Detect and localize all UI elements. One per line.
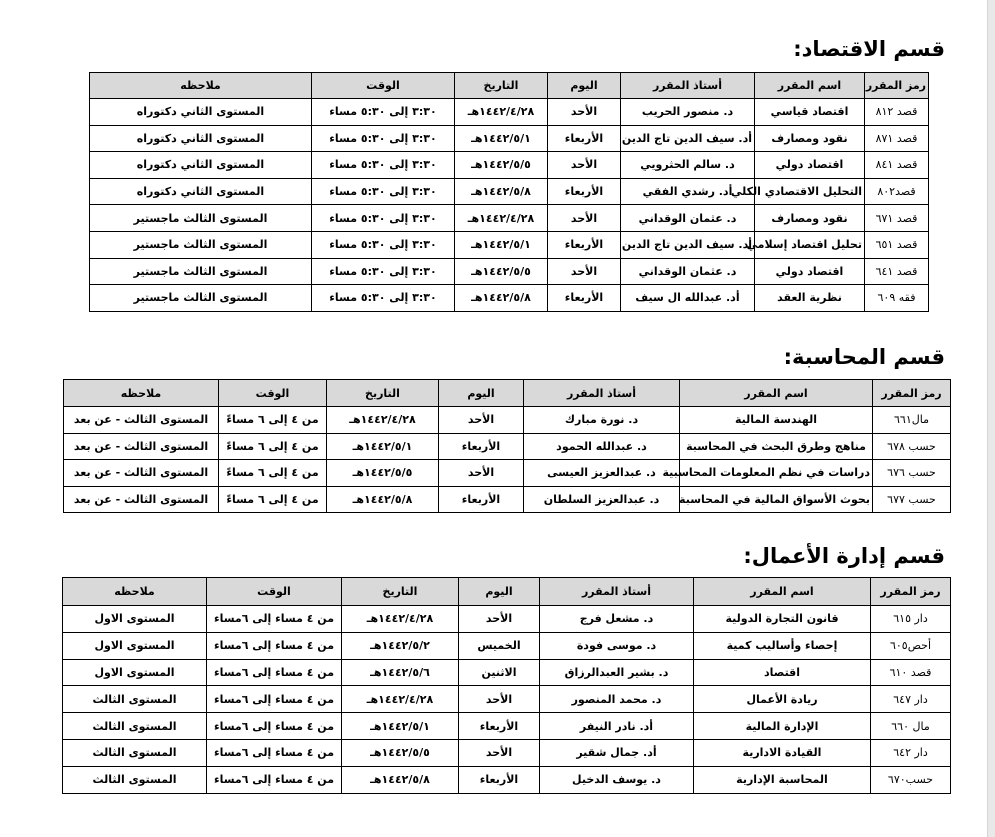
cell-time: من ٤ مساء إلى ٦مساء [207,766,342,793]
cell-course-name: نظرية العقد [755,285,865,312]
cell-note: المستوى الثالث - عن بعد [64,486,219,513]
table-row [90,125,929,152]
cell-instructor: أد. سيف الدين تاج الدين [621,125,755,152]
cell-time: ٣:٣٠ إلى ٥:٣٠ مساء [312,205,455,232]
cell-time: ٣:٣٠ إلى ٥:٣٠ مساء [312,178,455,205]
table-row [90,231,929,258]
cell-day: الأحد [548,205,621,232]
cell-time: من ٤ مساء إلى ٦مساء [207,606,342,633]
cell-day: الأحد [548,152,621,179]
cell-instructor: أد. نادر النيفر [540,713,694,740]
cell-time: ٣:٣٠ إلى ٥:٣٠ مساء [312,231,455,258]
cell-course-code: حسب ٦٧٧ [873,486,951,513]
cell-note: المستوى الثالث [63,766,207,793]
cell-time: من ٤ مساء إلى ٦مساء [207,739,342,766]
cell-instructor: د. نورة مبارك [524,407,680,434]
table-row [63,659,951,686]
cell-day: الأربعاء [548,178,621,205]
cell-note: المستوى الثالث ماجستير [90,205,312,232]
table-header-row [63,578,951,606]
cell-course-name: الهندسة المالية [680,407,873,434]
column-header-date: التاريخ [342,578,459,606]
economics-schedule-table [89,72,929,312]
table-row [64,486,951,513]
business-admin-section-title: قسم إدارة الأعمال: [743,544,945,568]
cell-time: ٣:٣٠ إلى ٥:٣٠ مساء [312,99,455,126]
column-header-course-code: رمز المقرر [871,578,951,606]
table-header-row [64,380,951,407]
cell-note: المستوى الاول [63,606,207,633]
business-admin-schedule-table [62,577,951,794]
cell-date: ١٤٤٢/٤/٢٨هـ [342,686,459,713]
cell-date: ١٤٤٢/٥/٥هـ [327,460,439,487]
table-row [63,632,951,659]
cell-course-code: قصد٨٠٢ [865,178,929,205]
cell-instructor: د. بشير العبدالرزاق [540,659,694,686]
cell-course-name: اقتصاد قياسي [755,99,865,126]
cell-note: المستوى الثالث [63,713,207,740]
cell-note: المستوى الثالث [63,686,207,713]
column-header-day: اليوم [459,578,540,606]
cell-instructor: أد. سيف الدين تاج الدين [621,231,755,258]
cell-day: الأربعاء [459,713,540,740]
cell-date: ١٤٤٢/٥/٨هـ [327,486,439,513]
cell-time: ٣:٣٠ إلى ٥:٣٠ مساء [312,152,455,179]
column-header-time: الوقت [219,380,327,407]
cell-date: ١٤٤٢/٥/١هـ [455,125,548,152]
cell-course-code: قصد ٦١٠ [871,659,951,686]
cell-day: الأربعاء [439,486,524,513]
cell-course-code: دار ٦٤٧ [871,686,951,713]
cell-course-name: التحليل الاقتصادي الكلي [755,178,865,205]
cell-course-code: قصد ٨٤١ [865,152,929,179]
cell-instructor: د. عثمان الوقداني [621,205,755,232]
accounting-section-title: قسم المحاسبة: [783,345,945,369]
cell-course-name: نقود ومصارف [755,125,865,152]
cell-day: الأحد [459,739,540,766]
cell-instructor: أد. رشدي الفقي [621,178,755,205]
cell-course-name: اقتصاد دولي [755,258,865,285]
column-header-course-name: اسم المقرر [755,73,865,99]
column-header-instructor: أستاذ المقرر [540,578,694,606]
cell-note: المستوى الثالث ماجستير [90,231,312,258]
page-right-edge [987,0,995,837]
cell-day: الأربعاء [548,125,621,152]
cell-time: من ٤ إلى ٦ مساءً [219,407,327,434]
column-header-note: ملاحظه [64,380,219,407]
cell-instructor: د. عبدالعزيز السلطان [524,486,680,513]
cell-course-name: اقتصاد دولي [755,152,865,179]
column-header-day: اليوم [439,380,524,407]
table-row [90,152,929,179]
cell-date: ١٤٤٢/٥/١هـ [455,231,548,258]
cell-course-name: تحليل اقتصاد إسلامي [755,231,865,258]
cell-day: الأربعاء [548,231,621,258]
cell-course-name: القيادة الادارية [694,739,871,766]
cell-note: المستوى الاول [63,659,207,686]
cell-date: ١٤٤٢/٥/٥هـ [455,152,548,179]
cell-note: المستوى الاول [63,632,207,659]
column-header-course-code: رمز المقرر [865,73,929,99]
cell-day: الأحد [459,686,540,713]
cell-course-code: حسب ٦٧٦ [873,460,951,487]
cell-note: المستوى الثالث ماجستير [90,285,312,312]
column-header-date: التاريخ [327,380,439,407]
cell-course-name: ريادة الأعمال [694,686,871,713]
table-row [63,713,951,740]
column-header-course-code: رمز المقرر [873,380,951,407]
column-header-course-name: اسم المقرر [694,578,871,606]
column-header-time: الوقت [207,578,342,606]
cell-date: ١٤٤٢/٥/١هـ [342,713,459,740]
cell-date: ١٤٤٢/٤/٢٨هـ [327,407,439,434]
cell-date: ١٤٤٢/٥/١هـ [327,433,439,460]
cell-course-code: قصد ٦٧١ [865,205,929,232]
table-row [90,285,929,312]
cell-note: المستوى الثالث - عن بعد [64,433,219,460]
cell-instructor: د. يوسف الدخيل [540,766,694,793]
cell-time: من ٤ مساء إلى ٦مساء [207,632,342,659]
cell-date: ١٤٤٢/٥/٨هـ [342,766,459,793]
cell-course-code: فقه ٦٠٩ [865,285,929,312]
cell-instructor: د. مشعل فرج [540,606,694,633]
cell-course-name: بحوث الأسواق المالية في المحاسبة [680,486,873,513]
column-header-time: الوقت [312,73,455,99]
cell-course-code: أحص٦٠٥ [871,632,951,659]
cell-date: ١٤٤٢/٥/٦هـ [342,659,459,686]
cell-course-code: قصد ٨٧١ [865,125,929,152]
cell-course-name: قانون التجارة الدولية [694,606,871,633]
cell-course-code: قصد ٦٥١ [865,231,929,258]
cell-time: من ٤ مساء إلى ٦مساء [207,659,342,686]
cell-date: ١٤٤٢/٥/٨هـ [455,178,548,205]
cell-note: المستوى الثاني دكتوراه [90,178,312,205]
column-header-course-name: اسم المقرر [680,380,873,407]
cell-time: من ٤ مساء إلى ٦مساء [207,713,342,740]
cell-instructor: د. سالم الحثرويي [621,152,755,179]
cell-instructor: د. عثمان الوقداني [621,258,755,285]
cell-course-code: دار ٦٤٢ [871,739,951,766]
cell-note: المستوى الثاني دكتوراه [90,99,312,126]
cell-course-name: نقود ومصارف [755,205,865,232]
cell-instructor: أد. جمال شقير [540,739,694,766]
cell-date: ١٤٤٢/٤/٢٨هـ [455,205,548,232]
economics-section-title: قسم الاقتصاد: [793,37,945,61]
column-header-note: ملاحظه [63,578,207,606]
column-header-day: اليوم [548,73,621,99]
cell-note: المستوى الثاني دكتوراه [90,152,312,179]
cell-time: ٣:٣٠ إلى ٥:٣٠ مساء [312,285,455,312]
cell-course-name: إحصاء وأساليب كمية [694,632,871,659]
cell-time: ٣:٣٠ إلى ٥:٣٠ مساء [312,258,455,285]
cell-instructor: د. عبدالعزيز العيسى [524,460,680,487]
cell-date: ١٤٤٢/٥/٥هـ [342,739,459,766]
table-row [90,205,929,232]
cell-date: ١٤٤٢/٥/٨هـ [455,285,548,312]
cell-date: ١٤٤٢/٥/٥هـ [455,258,548,285]
table-row [64,407,951,434]
table-row [90,99,929,126]
cell-course-name: دراسات في نظم المعلومات المحاسبية [680,460,873,487]
column-header-date: التاريخ [455,73,548,99]
cell-note: المستوى الثالث - عن بعد [64,407,219,434]
cell-course-name: اقتصاد [694,659,871,686]
cell-course-code: حسب ٦٧٨ [873,433,951,460]
cell-day: الأربعاء [459,766,540,793]
cell-day: الخميس [459,632,540,659]
accounting-schedule-table [63,379,951,513]
column-header-instructor: أستاذ المقرر [524,380,680,407]
column-header-note: ملاحظه [90,73,312,99]
cell-day: الأحد [459,606,540,633]
cell-instructor: د. عبدالله الحمود [524,433,680,460]
cell-instructor: أد. عبدالله ال سيف [621,285,755,312]
table-row [63,606,951,633]
cell-course-name: المحاسبة الإدارية [694,766,871,793]
column-header-instructor: أستاذ المقرر [621,73,755,99]
cell-instructor: د. موسى فودة [540,632,694,659]
cell-day: الأحد [548,99,621,126]
cell-time: ٣:٣٠ إلى ٥:٣٠ مساء [312,125,455,152]
table-row [64,433,951,460]
cell-note: المستوى الثاني دكتوراه [90,125,312,152]
cell-day: الأحد [439,460,524,487]
cell-course-name: الإدارة المالية [694,713,871,740]
cell-course-code: دار ٦١٥ [871,606,951,633]
cell-course-code: مال٦٦١ [873,407,951,434]
cell-day: الأربعاء [548,285,621,312]
table-row [63,686,951,713]
cell-time: من ٤ إلى ٦ مساءً [219,433,327,460]
table-row [90,178,929,205]
table-header-row [90,73,929,99]
table-row [63,766,951,793]
cell-note: المستوى الثالث [63,739,207,766]
cell-time: من ٤ مساء إلى ٦مساء [207,686,342,713]
cell-date: ١٤٤٢/٤/٢٨هـ [455,99,548,126]
cell-time: من ٤ إلى ٦ مساءً [219,460,327,487]
cell-date: ١٤٤٢/٤/٢٨هـ [342,606,459,633]
cell-course-code: قصد ٨١٢ [865,99,929,126]
cell-instructor: د. محمد المنصور [540,686,694,713]
cell-course-name: مناهج وطرق البحث في المحاسبة [680,433,873,460]
cell-note: المستوى الثالث ماجستير [90,258,312,285]
cell-instructor: د. منصور الحريب [621,99,755,126]
cell-course-code: قصد ٦٤١ [865,258,929,285]
cell-day: الأحد [548,258,621,285]
cell-time: من ٤ إلى ٦ مساءً [219,486,327,513]
cell-course-code: مال ٦٦٠ [871,713,951,740]
cell-day: الاثنين [459,659,540,686]
cell-day: الأحد [439,407,524,434]
table-row [63,739,951,766]
cell-day: الأربعاء [439,433,524,460]
cell-course-code: حسب٦٧٠ [871,766,951,793]
cell-date: ١٤٤٢/٥/٢هـ [342,632,459,659]
table-row [64,460,951,487]
cell-note: المستوى الثالث - عن بعد [64,460,219,487]
table-row [90,258,929,285]
